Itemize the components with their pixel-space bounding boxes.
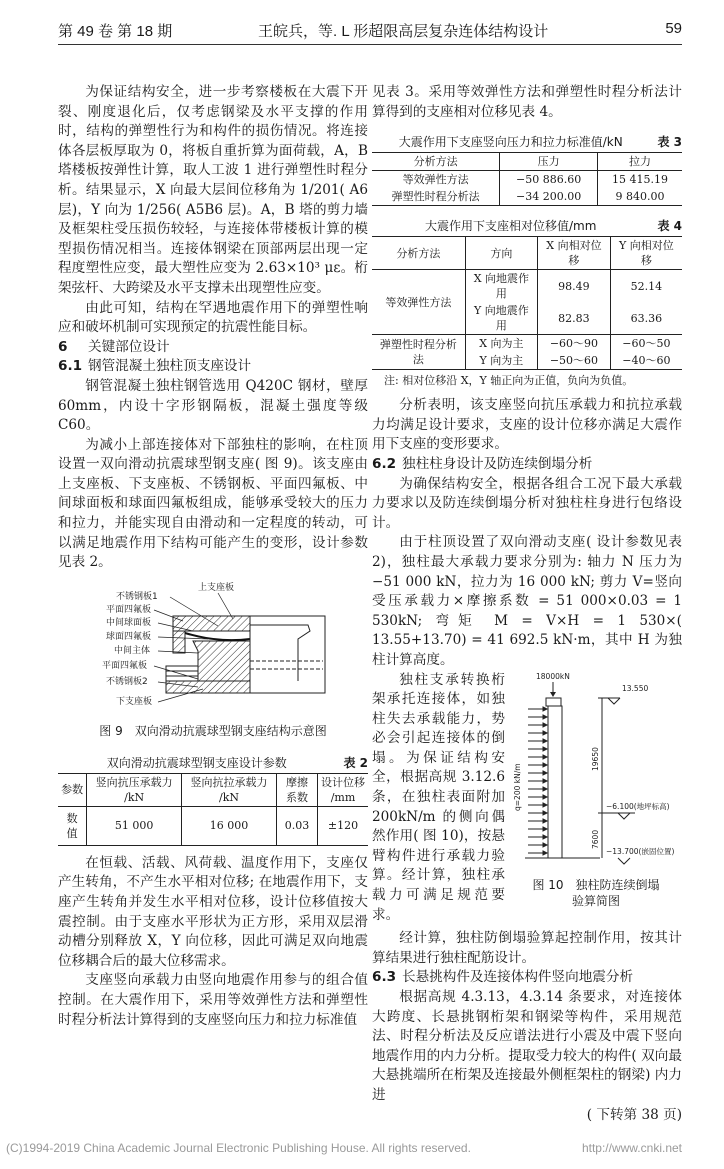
elevation-top: 13.550 [622,683,649,693]
journal-issue: 第 49 卷 第 18 期 [58,23,173,40]
load-arrow-head [543,763,547,767]
load-arrow-head [543,811,547,815]
table-header: 摩擦 系数 [277,773,318,806]
load-arrow-head [543,739,547,743]
paragraph: 为保证结构安全，进一步考察楼板在大震下开裂、刚度退化后，仅考虑钢梁及水平支撑的作用时，结构的弹塑性行为和构件的损伤情况。将连接体各层板厚取为 0，将板自重折算为面荷载，A，B 塔楼板按弹性计算，取人工波 1 进行弹塑性时程分析。结果显示，X 向最大层间位移角为 1/201( A6 层)，Y 向为 1/256( A5B6 层)。A，B 塔的剪力墙及框架柱受压损伤较轻，与连接体带楼板计算的模型损伤情况相当。连接体钢梁在顶部两层出现一定程度塑性应变，最大塑性应变为 2.63×10³ με。桁架弦杆、大跨梁及水平支撑未出现塑性应变。 [58,84,368,296]
paragraph: 为减小上部连接体对下部独柱的影响，在柱顶设置一双向滑动抗震球型钢支座( 图 9)。该支座由上支座板、下支座板、不锈钢板、平面四氟板、中间球面板和球面四氟板组成，能够承受较大的压力和拉力，并能实现自由滑动和一定程度的转动，可以满足地震作用下结构可能产生的变形，设计参数见表 2。 [58,436,368,571]
label-stainless-plate-1: 不锈钢板1 [116,591,158,602]
table-cell: −50 886.60 [500,171,598,189]
table-4-note: 注: 相对位移沿 X，Y 轴正向为正值，负向为负值。 [384,374,634,388]
table-2-number: 表 2 [343,755,368,770]
load-arrow-head [543,715,547,719]
section-title: 独柱柱身设计及防连续倒塌分析 [402,455,593,472]
table-cell: 51 000 [87,806,182,845]
load-arrow-head [543,851,547,855]
load-arrow-head [543,835,547,839]
elevation-ground: −6.100(地坪标高) [606,801,670,811]
dimension-lower: 7600 [591,829,600,849]
section-heading-6-2 [372,455,682,475]
section-title: 关键部位设计 [88,338,170,355]
table-header: 分析方法 [372,237,465,270]
table-cell: 63.36 [630,311,663,325]
table-row [372,270,682,303]
paragraph: 在恒载、活载、风荷载、温度作用下，支座仅产生转角，不产生水平相对位移; 在地震作用下，支座产生转角并发生水平相对位移，设计位移值按大震控制。由于支座水平形状为正方形，采用双层滑动槽分别释放 X，Y 向位移，因此可满足双向地震位移耦合后的最大位移需求。 [58,854,368,969]
load-arrow-head [543,779,547,783]
paragraph: 为确保结构安全，根据各组合工况下最大承载力要求以及防连续倒塌分析对独柱柱身进行包络设计。 [372,475,682,531]
paragraph: 经计算，独柱防倒塌验算起控制作用，按其计算结果进行独柱配筋设计。 [372,930,682,966]
label-upper-plate: 上支座板 [198,582,235,593]
section-heading-6 [58,338,368,358]
table-3-grid [372,152,682,206]
left-column [58,83,368,1125]
table-header: 设计位移 /mm [321,775,365,804]
table-cell: X 向地震作用 [465,270,537,303]
paragraph: 支座竖向承载力由竖向地震作用参与的组合值控制。在大震作用下，采用等效弹性方法和弹塑性时程分析法计算得到的支座竖向压力和拉力标准值 [58,972,368,1028]
table-cell: 0.03 [277,806,318,845]
table-header: 竖向抗压承载力 /kN [87,773,182,806]
table-cell: 98.49 [538,270,611,303]
table-cell: 9 840.00 [615,190,665,204]
table-header: 方向 [465,237,537,270]
section-number: 6.1 [58,358,83,375]
paragraph: 根据高规 4.3.13，4.3.14 条要求，对连接体大跨度、长悬挑钢桁架和钢梁等构件，采用规范法、时程分析法及反应谱法进行小震及中震下竖向地震作用的内力分析。提取受力较大的构件( 双向最大悬挑端所在桁架及连接最外侧框架柱的钢梁) 内力进 [372,989,682,1103]
table-4 [372,218,682,396]
page-number: 59 [665,20,682,37]
table-cell: 82.83 [538,302,611,335]
table-header: X 向相对位移 [538,237,611,270]
table-cell: 15 415.19 [611,173,668,187]
section-number: 6.3 [372,969,397,986]
section-title: 钢管混凝土独柱顶支座设计 [88,358,252,375]
load-arrow-head [543,707,547,711]
table-cell: X 向为主 [465,335,537,353]
table-cell: 等效弹性方法 [372,270,465,335]
load-arrow-head [543,723,547,727]
table-header: 参数 [58,773,87,806]
load-arrow-head [543,787,547,791]
table-3-number: 表 3 [657,135,682,150]
figure-10-caption: 图 10 独柱防连续倒塌 [532,877,660,892]
load-arrow-head [543,819,547,823]
load-arrow-head [543,755,547,759]
table-cell: 16 000 [182,806,277,845]
columns [58,83,682,1125]
label-spherical-ptfe: 球面四氟板 [106,631,152,642]
section-number: 6.2 [372,455,397,472]
top-load-label: 18000kN [536,671,570,681]
figure-9-caption: 图 9 双向滑动抗震球型钢支座结构示意图 [99,723,327,738]
table-cell: 数值 [58,806,87,845]
section-heading-6-3 [372,968,682,988]
paragraph: 见表 3。采用等效弹性方法和弹塑性时程分析法计算得到的支座相对位移见表 4。 [372,84,682,120]
copyright: (C)1994-2019 China Academic Journal Electronic Publishing House. All rights reserved. [6,1141,471,1156]
table-3-title: 大震作用下支座竖向压力和拉力标准值/kN [398,135,623,150]
load-arrow-head [543,747,547,751]
load-arrow-head [543,827,547,831]
paragraph: 钢管混凝土独柱钢管选用 Q420C 钢材，壁厚 60mm，内设十字形钢隔板，混凝土强度等级 C60。 [58,377,368,434]
label-stainless-plate-2: 不锈钢板2 [106,676,148,687]
table-cell: −50～60 [538,352,611,370]
table-cell: 52.14 [630,279,663,293]
right-column [372,83,682,1125]
table-cell: −40～60 [622,354,671,368]
table-header: 拉力 [628,155,651,169]
table-header: Y 向相对位移 [619,239,674,268]
label-middle-spherical-plate: 中间球面板 [106,617,152,628]
table-header: 分析方法 [372,153,500,171]
section-title: 长悬挑构件及连接体构件竖向地震分析 [402,969,634,986]
figure-9 [58,581,368,739]
table-3 [372,134,682,206]
section-heading-6-1 [58,357,368,377]
label-lower-plate: 下支座板 [116,696,153,707]
table-cell: Y 向地震作用 [465,302,537,335]
table-cell: 弹塑性时程分析法 [372,188,500,206]
table-cell: ±120 [327,819,359,833]
table-header: 竖向抗拉承载力 /kN [182,773,277,806]
figure-10 [510,671,682,909]
figure-10-row [372,671,682,926]
table-cell: −60～50 [622,337,671,351]
load-arrow-head [543,803,547,807]
table-row [372,188,682,206]
elevation-bottom: −13.700(嵌固位置) [606,846,675,856]
table-cell: −60～90 [538,335,611,353]
dimension-upper: 19650 [591,746,600,771]
footer [6,1125,682,1169]
right-narrow-text [372,671,505,926]
table-header: 压力 [500,153,598,171]
footer-url: http://www.cnki.net [581,1141,682,1156]
table-4-title: 大震作用下支座相对位移值/mm [425,219,597,234]
table-cell: 等效弹性方法 [372,171,500,189]
table-row [372,171,682,189]
page-header [58,0,682,45]
load-arrow-head [543,771,547,775]
label-flat-ptfe-1: 平面四氟板 [106,604,152,615]
table-2-title: 双向滑动抗震球型钢支座设计参数 [106,755,287,770]
table-cell: Y 向为主 [465,352,537,370]
table-4-grid [372,236,682,370]
paragraph: 分析表明，该支座竖向抗压承载力和抗拉承载力均满足设计要求，支座的设计位移亦满足大震作用下支座的变形要求。 [372,397,682,453]
bearing-diagram [58,581,368,713]
continued-note: ( 下转第 38 页) [586,1106,682,1123]
running-title: 王皖兵，等. L 形超限高层复杂连体结构设计 [258,23,549,40]
table-2 [58,755,368,846]
column-collapse-diagram [510,671,682,869]
load-arrow-head [543,795,547,799]
table-row [58,806,368,845]
table-4-number: 表 4 [657,219,682,234]
paragraph: 独柱支承转换桁架承托连接体，如独柱失去承载能力，势必会引起连接体的倒塌。为保证结构安全，根据高规 3.12.6 条，在独柱表面附加 200kN/m 的侧向偶然作用( 图 10)，按悬臂构件进行承载力验算。经计算，独柱承载力可满足规范要求。 [372,671,505,923]
table-2-grid [58,773,368,846]
label-middle-body: 中间主体 [114,645,151,656]
figure-10-caption-line2: 验算简图 [571,893,620,908]
section-number: 6 [58,338,68,355]
table-cell: −34 200.00 [500,188,598,206]
load-arrow-head [543,731,547,735]
table-row [372,335,682,353]
label-flat-ptfe-2: 平面四氟板 [102,660,148,671]
side-load-label: q=200 kN/m [513,762,522,811]
paragraph: 由此可知，结构在罕遇地震作用下的弹塑性响应和破坏机制可实现预定的抗震性能目标。 [58,299,368,336]
load-arrow-head [543,843,547,847]
paragraph: 由于柱顶设置了双向滑动支座( 设计参数见表 2)，独柱最大承载力要求分别为: 轴力 N 压力为 −51 000 kN，拉力为 16 000 kN; 剪力 V=竖向受压承载力×摩擦系数 = 51 000×0.03 = 1 530kN; 弯矩 M = V×H = 1 530×( 13.55+13.70) = 41 692.5 kN·m，其中 H 为独柱计算高度。 [372,534,682,668]
table-cell: 弹塑性时程分析法 [372,335,465,370]
